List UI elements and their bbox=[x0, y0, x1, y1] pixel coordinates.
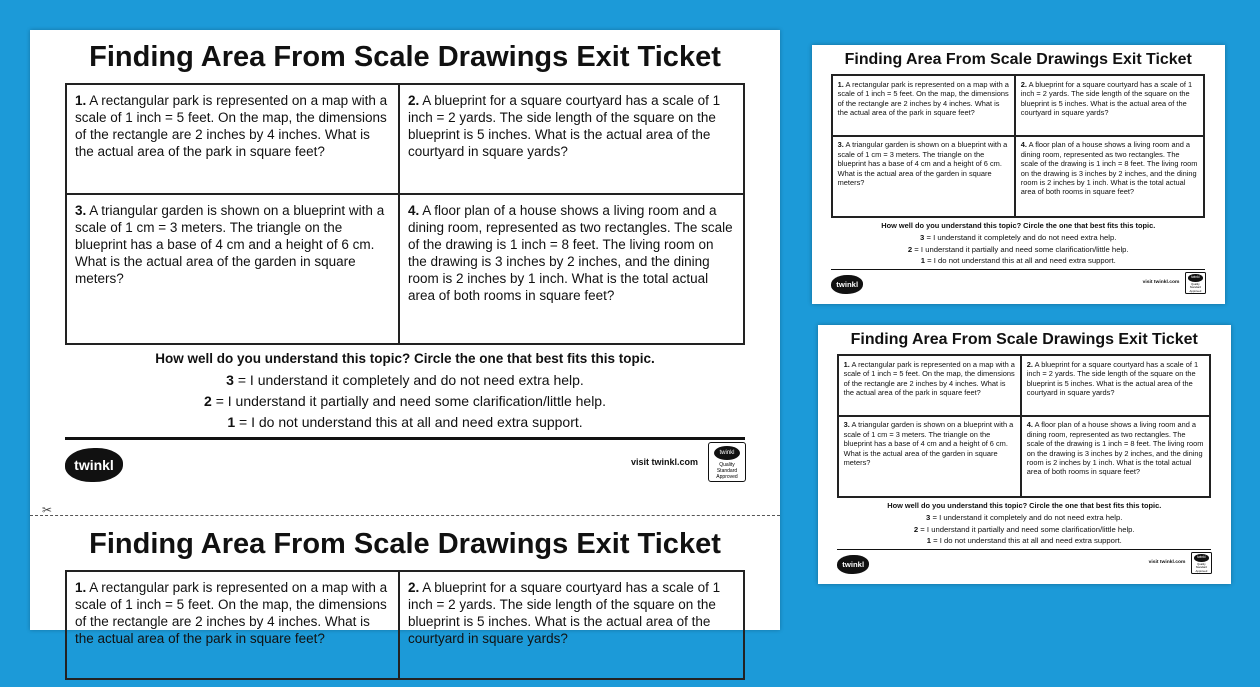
option-number: 1 bbox=[920, 256, 925, 266]
exit-ticket bbox=[812, 45, 1225, 304]
option-number: 3 bbox=[226, 372, 234, 388]
exit-ticket bbox=[818, 325, 1231, 584]
badge-text: Quality Standard Approved bbox=[1189, 283, 1202, 293]
question-2 bbox=[1015, 75, 1204, 136]
ticket-title: Finding Area From Scale Drawings Exit Ticket bbox=[844, 50, 1192, 68]
quality-badge bbox=[708, 442, 746, 482]
option-2 bbox=[30, 393, 780, 410]
badge-text: Quality Standard Approved bbox=[1195, 563, 1208, 573]
question-number: 1. bbox=[837, 79, 844, 89]
question-3 bbox=[66, 194, 399, 344]
option-number: 2 bbox=[907, 244, 913, 254]
question-3 bbox=[838, 416, 1021, 498]
self-assessment-prompt: How well do you understand this topic? Circle the one that best fits this topic. bbox=[155, 351, 655, 366]
ticket-title: Finding Area From Scale Drawings Exit Ticket bbox=[89, 41, 721, 73]
divider bbox=[65, 437, 745, 440]
question-number: 4. bbox=[408, 203, 420, 218]
question-text: A rectangular park is represented on a map with a scale of 1 inch = 5 feet. On the map, the dimensions of the rectangle are 2 inches by 4 inches. What is the actual area of the park in square feet? bbox=[75, 93, 388, 159]
badge-logo: twinkl bbox=[1194, 554, 1208, 562]
question-text: A blueprint for a square courtyard has a scale of 1 inch = 2 yards. The side length of the square on the blueprint is 5 inches. What is the actual area of the courtyard in square yards? bbox=[408, 93, 721, 159]
question-text: A rectangular park is represented on a map with a scale of 1 inch = 5 feet. On the map, the dimensions of the rectangle are 2 inches by 4 inches. What is the actual area of the park in square feet? bbox=[843, 359, 1015, 398]
preview-tilted bbox=[812, 45, 1225, 304]
visit-link: visit twinkl.com bbox=[1148, 559, 1186, 565]
ticket-title: Finding Area From Scale Drawings Exit Ticket bbox=[850, 330, 1198, 348]
question-number: 2. bbox=[1026, 359, 1033, 369]
option-number: 1 bbox=[926, 536, 931, 546]
option-text: = I understand it completely and do not need extra help. bbox=[930, 513, 1123, 523]
question-text: A blueprint for a square courtyard has a scale of 1 inch = 2 yards. The side length of the square on the blueprint is 5 inches. What is the actual area of the courtyard in square yards? bbox=[1026, 359, 1199, 398]
divider bbox=[837, 549, 1211, 551]
question-1 bbox=[66, 84, 399, 194]
question-4 bbox=[399, 194, 744, 344]
ticket-title: Finding Area From Scale Drawings Exit Ticket bbox=[89, 528, 721, 560]
question-number: 1. bbox=[75, 93, 87, 108]
question-number: 1. bbox=[75, 580, 87, 595]
question-number: 3. bbox=[75, 203, 87, 218]
question-text: A rectangular park is represented on a map with a scale of 1 inch = 5 feet. On the map, the dimensions of the rectangle are 2 inches by 4 inches. What is the actual area of the park in square feet? bbox=[75, 580, 388, 646]
questions-table bbox=[831, 74, 1205, 218]
question-text: A blueprint for a square courtyard has a scale of 1 inch = 2 yards. The side length of the square on the blueprint is 5 inches. What is the actual area of the courtyard in square yards? bbox=[408, 580, 721, 646]
question-number: 1. bbox=[843, 359, 850, 369]
question-4 bbox=[1015, 136, 1204, 218]
option-number: 2 bbox=[204, 393, 212, 409]
question-number: 2. bbox=[408, 93, 420, 108]
cut-line bbox=[30, 515, 780, 516]
question-text: A triangular garden is shown on a blueprint with a scale of 1 cm = 3 meters. The triangle on the blueprint has a base of 4 cm and a height of 6 cm. What is the actual area of the garden in square meters? bbox=[843, 420, 1014, 467]
divider bbox=[831, 269, 1205, 271]
option-text: = I understand it completely and do not need extra help. bbox=[924, 233, 1117, 243]
badge-text: Quality Standard Approved bbox=[716, 462, 738, 480]
option-2 bbox=[818, 525, 1231, 534]
option-number: 3 bbox=[926, 513, 931, 523]
self-assessment-prompt: How well do you understand this topic? Circle the one that best fits this topic. bbox=[887, 501, 1162, 510]
option-number: 1 bbox=[227, 414, 236, 430]
question-text: A floor plan of a house shows a living room and a dining room, represented as two rectangles. The scale of the drawing is 1 inch = 8 feet. The living room on the drawing is 3 inches by 2 inches, and the dining room is 2 inches by 1 inch. What is the total actual area of both rooms in square feet? bbox=[1020, 140, 1198, 197]
question-text: A triangular garden is shown on a blueprint with a scale of 1 cm = 3 meters. The triangle on the blueprint has a base of 4 cm and a height of 6 cm. What is the actual area of the garden in square meters? bbox=[837, 140, 1008, 187]
option-3 bbox=[812, 233, 1225, 242]
question-number: 2. bbox=[408, 580, 420, 595]
visit-link: visit twinkl.com bbox=[630, 457, 698, 467]
questions-table bbox=[65, 570, 745, 680]
main-worksheet bbox=[30, 30, 780, 646]
question-2 bbox=[399, 571, 744, 679]
twinkl-logo: twinkl bbox=[837, 555, 869, 574]
quality-badge bbox=[1185, 272, 1206, 294]
question-text: A rectangular park is represented on a map with a scale of 1 inch = 5 feet. On the map, the dimensions of the rectangle are 2 inches by 4 inches. What is the actual area of the park in square feet? bbox=[837, 79, 1009, 118]
question-number: 3. bbox=[843, 420, 850, 430]
option-1 bbox=[818, 536, 1231, 545]
option-text: = I do not understand this at all and need extra support. bbox=[930, 536, 1122, 546]
question-text: A floor plan of a house shows a living room and a dining room, represented as two rectangles. The scale of the drawing is 1 inch = 8 feet. The living room on the drawing is 3 inches by 2 inches, and the dining room is 2 inches by 1 inch. What is the total actual area of both rooms in square feet? bbox=[1026, 420, 1204, 477]
option-1 bbox=[812, 256, 1225, 265]
questions-table bbox=[837, 354, 1211, 498]
question-1 bbox=[66, 571, 399, 679]
question-text: A blueprint for a square courtyard has a scale of 1 inch = 2 yards. The side length of the square on the blueprint is 5 inches. What is the actual area of the courtyard in square yards? bbox=[1020, 79, 1193, 118]
twinkl-logo: twinkl bbox=[831, 275, 863, 294]
quality-badge bbox=[1191, 552, 1212, 574]
question-text: A triangular garden is shown on a blueprint with a scale of 1 cm = 3 meters. The triangle on the blueprint has a base of 4 cm and a height of 6 cm. What is the actual area of the garden in square meters? bbox=[75, 203, 385, 286]
option-text: = I understand it partially and need some clarification/little help. bbox=[211, 393, 606, 409]
twinkl-logo: twinkl bbox=[65, 448, 123, 482]
self-assessment-prompt: How well do you understand this topic? Circle the one that best fits this topic. bbox=[881, 221, 1156, 230]
question-number: 3. bbox=[837, 140, 844, 150]
question-text: A floor plan of a house shows a living room and a dining room, represented as two rectangles. The scale of the drawing is 1 inch = 8 feet. The living room on the drawing is 3 inches by 2 inches, and the dining room is 2 inches by 1 inch. What is the total actual area of both rooms in square feet? bbox=[408, 203, 733, 303]
preview-straight bbox=[818, 325, 1231, 584]
option-2 bbox=[812, 245, 1225, 254]
badge-logo: twinkl bbox=[1188, 274, 1202, 282]
visit-link: visit twinkl.com bbox=[1142, 279, 1180, 285]
question-number: 4. bbox=[1020, 140, 1027, 150]
question-2 bbox=[399, 84, 744, 194]
option-text: = I understand it partially and need some clarification/little help. bbox=[918, 524, 1135, 534]
question-number: 4. bbox=[1026, 420, 1033, 430]
option-number: 3 bbox=[920, 233, 925, 243]
exit-ticket bbox=[30, 30, 780, 500]
question-1 bbox=[838, 355, 1021, 416]
question-number: 2. bbox=[1020, 79, 1027, 89]
scissors-icon: ✂ bbox=[42, 503, 53, 517]
option-number: 2 bbox=[913, 524, 919, 534]
option-text: = I do not understand this at all and need extra support. bbox=[235, 414, 583, 430]
option-1 bbox=[30, 414, 780, 431]
question-2 bbox=[1021, 355, 1210, 416]
option-text: = I do not understand this at all and need extra support. bbox=[924, 256, 1116, 266]
questions-table bbox=[65, 83, 745, 345]
option-3 bbox=[30, 372, 780, 389]
exit-ticket-second-copy bbox=[30, 517, 780, 687]
question-1 bbox=[832, 75, 1015, 136]
option-3 bbox=[818, 513, 1231, 522]
badge-logo: twinkl bbox=[714, 446, 740, 460]
question-3 bbox=[832, 136, 1015, 218]
question-4 bbox=[1021, 416, 1210, 498]
option-text: = I understand it completely and do not need extra help. bbox=[233, 372, 584, 388]
option-text: = I understand it partially and need some clarification/little help. bbox=[912, 244, 1129, 254]
